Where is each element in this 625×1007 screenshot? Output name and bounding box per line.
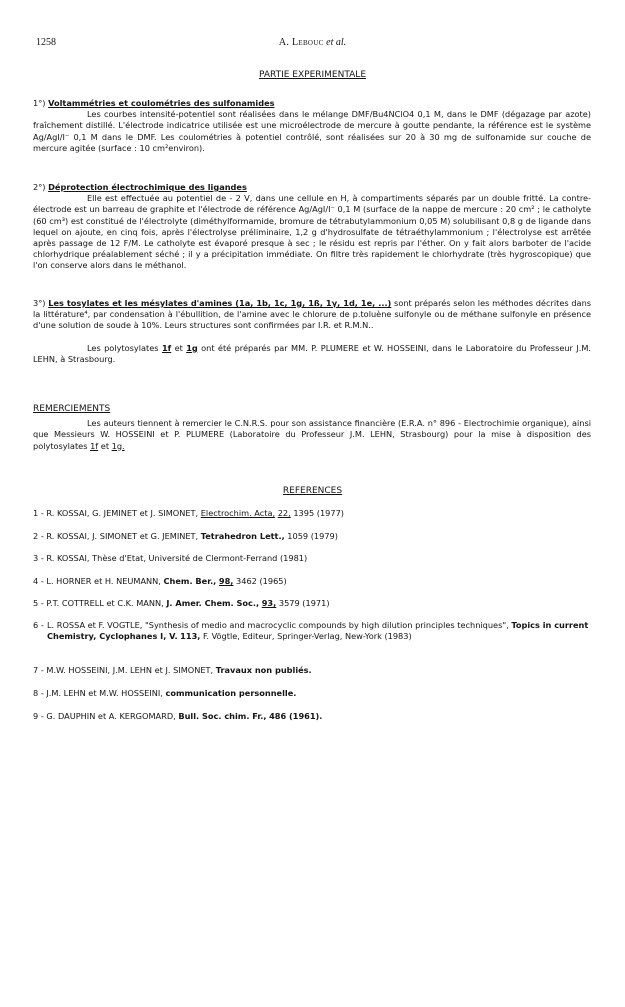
reference-item: 2 - R. KOSSAI, J. SIMONET et G. JEMINET, Tetrahedron Lett., 1059 (1979) xyxy=(33,531,338,541)
reference-journal: Travaux non publiés. xyxy=(215,665,312,675)
section-3-number: 3°) xyxy=(33,298,46,308)
section-3-para2 xyxy=(33,343,591,365)
reference-journal: J. Amer. Chem. Soc., xyxy=(166,598,260,608)
compound-1f: 1f xyxy=(161,342,172,353)
reference-authors: L. ROSSA et F. VOGTLE, "Synthesis of medio and macrocyclic compounds by high dilution principles techniques", xyxy=(47,620,509,630)
reference-authors: G. DAUPHIN et A. KERGOMARD, xyxy=(46,711,176,721)
section-3-para2-b: ont été préparés par MM. P. PLUMERE et W. HOSSEINI, dans le Laboratoire du Professeur J.M. LEHN, à Strasbourg. xyxy=(33,342,591,364)
reference-number: 2 xyxy=(33,531,39,541)
acknowledgements-text: Les auteurs tiennent à remercier le C.N.R.S. pour son assistance financière (E.R.A. n° 896 - Electrochimie organique), ainsi que Messieurs W. HOSSEINI et P. PLUMERE (Laboratoire du Professeur J.M. LEHN, Strasbourg) pour la mise à disposition des polytosylates xyxy=(33,418,591,451)
acknowledgements xyxy=(33,404,591,452)
partie-title: PARTIE EXPERIMENTALE xyxy=(258,70,367,80)
ack-compound-1g: 1g. xyxy=(111,440,125,451)
reference-item: 6 - L. ROSSA et F. VOGTLE, "Synthesis of medio and macrocyclic compounds by high dilution principles techniques", Topics in current Chemistry, Cyclophanes I, V. 113, F. Vögtle, Editeur, Springer-Verlag, New-York (1983) xyxy=(33,620,589,642)
section-1 xyxy=(33,98,591,154)
reference-number: 3 xyxy=(33,553,39,563)
reference-item: 8 - J.M. LEHN et M.W. HOSSEINI, communication personnelle. xyxy=(33,688,297,698)
section-3-title: Les tosylates et les mésylates d'amines (1a, 1b, 1c, 1g, 1ß, 1γ, 1d, 1e, ...) xyxy=(48,298,392,308)
reference-journal: Tetrahedron Lett., xyxy=(200,531,285,541)
acknowledgements-title: REMERCIEMENTS xyxy=(33,404,111,414)
reference-item: 5 - P.T. COTTRELL et C.K. MANN, J. Amer. Chem. Soc., 93, 3579 (1971) xyxy=(33,598,330,608)
section-2-number: 2°) xyxy=(33,182,46,192)
section-3-para2-mid: et xyxy=(174,342,183,353)
reference-number: 5 xyxy=(33,598,39,608)
reference-volume: 113, xyxy=(180,631,201,642)
reference-item: 4 - L. HORNER et H. NEUMANN, Chem. Ber., 98, 3462 (1965) xyxy=(33,576,287,586)
reference-volume: 22, xyxy=(277,508,291,518)
acknowledgements-body xyxy=(33,418,591,452)
running-head xyxy=(36,37,589,48)
reference-journal: Bull. Soc. chim. Fr., xyxy=(178,711,267,721)
page-number: 1258 xyxy=(36,37,56,48)
reference-number: 1 xyxy=(33,508,39,518)
reference-item: 1 - R. KOSSAI, G. JEMINET et J. SIMONET, Electrochim. Acta, 22, 1395 (1977) xyxy=(33,508,344,518)
reference-journal: Topics in current Chemistry, Cyclophanes I, V. xyxy=(47,620,589,642)
reference-pages: 1395 (1977) xyxy=(293,508,344,518)
section-1-title: Voltammétries et coulométries des sulfonamides xyxy=(48,98,275,108)
section-1-body: Les courbes intensité-potentiel sont réalisées dans le mélange DMF/Bu4NClO4 0,1 M, dans le DMF (dégazage par azote) fraîchement distillé. L'électrode indicatrice utilisée est une microélectrode de mercure à goutte pendante, la référence est le système Ag/AgI/I⁻ 0,1 M dans le DMF. Les coulométries à potentiel contrôlé, sont réalisées sur 20 à 30 mg de sulfonamide sur couche de mercure agitée (surface : 10 cm²environ). xyxy=(33,109,591,153)
running-etal: et al. xyxy=(326,37,347,48)
section-3-body: sont préparés selon les méthodes décrites dans la littérature⁴, par condensation à l'ébullition, de l'amine avec le chlorure de p.toluène sulfonyle ou de méthane sulfonyle en présence d'une solution de soude à 10%. Leurs structures sont confirmées par I.R. et R.M.N.. xyxy=(33,298,592,331)
section-2 xyxy=(33,182,591,272)
reference-number: 4 xyxy=(33,576,39,586)
reference-pages: F. Vögtle, Editeur, Springer-Verlag, New-York (1983) xyxy=(202,631,412,642)
reference-number: 9 xyxy=(33,711,39,721)
reference-journal: communication personnelle. xyxy=(165,688,297,698)
reference-authors: P.T. COTTRELL et C.K. MANN, xyxy=(46,598,164,608)
reference-item: 3 - R. KOSSAI, Thèse d'Etat, Université de Clermont-Ferrand (1981) xyxy=(33,553,308,563)
reference-number: 7 xyxy=(33,665,39,675)
reference-pages: 3579 (1971) xyxy=(278,598,330,608)
references-title: REFERENCES xyxy=(282,486,343,496)
reference-pages: 3462 (1965) xyxy=(236,576,287,586)
reference-volume: 93, xyxy=(261,598,277,608)
ack-compound-1f: 1f xyxy=(90,440,99,451)
reference-item: 9 - G. DAUPHIN et A. KERGOMARD, Bull. Soc. chim. Fr., 486 (1961). xyxy=(33,711,323,721)
running-author: A. Lebouc xyxy=(278,37,324,48)
reference-authors: R. KOSSAI, G. JEMINET et J. SIMONET, xyxy=(46,508,199,518)
compound-1g: 1g xyxy=(186,342,198,353)
reference-journal: Thèse d'Etat, xyxy=(92,553,146,563)
page-header xyxy=(36,37,589,51)
reference-authors: R. KOSSAI, J. SIMONET et G. JEMINET, xyxy=(46,531,199,541)
reference-pages: 1059 (1979) xyxy=(287,531,338,541)
reference-authors: J.M. LEHN et M.W. HOSSEINI, xyxy=(46,688,163,698)
section-1-number: 1°) xyxy=(33,98,46,108)
section-3 xyxy=(33,298,591,365)
section-2-body: Elle est effectuée au potentiel de - 2 V, dans une cellule en H, à compartiments séparés par un double fritté. La contre-électrode est un barreau de graphite et l'électrode de référence Ag/AgI/I⁻ 0,1 M (surface de la nappe de mercure : 20 cm² ; le catholyte (60 cm³) est constitué de l'électrolyte (diméthylformamide, bromure de tétrabutylammonium 0,05 M) solubilisant 0,8 g de ligande dans lequel on ajoute, en cinq fois, après l'électrolyse préliminaire, 1,2 g d'hydrosulfate de tétraéthylammonium ; l'électrolyse est arrêtée après passage de 12 F/M. Le catholyte est évaporé presque à sec ; le résidu est repris par l'éther. On y fait alors barboter de l'acide chlorhydrique préalablement séché ; il y a précipitation immédiate. On filtre très rapidement le chlorhydrate (très hygroscopique) que l'on conserve alors dans le méthanol. xyxy=(33,193,591,271)
reference-journal: Electrochim. Acta, xyxy=(200,508,276,518)
reference-authors: L. HORNER et H. NEUMANN, xyxy=(46,576,161,586)
section-3-para2-a: Les polytosylates xyxy=(87,342,159,353)
reference-pages: Université de Clermont-Ferrand (1981) xyxy=(148,553,308,563)
reference-authors: R. KOSSAI, xyxy=(46,553,90,563)
ack-mid: et xyxy=(100,440,110,451)
reference-authors: M.W. HOSSEINI, J.M. LEHN et J. SIMONET, xyxy=(46,665,214,675)
reference-pages: 486 (1961). xyxy=(269,711,323,721)
reference-item: 7 - M.W. HOSSEINI, J.M. LEHN et J. SIMONET, Travaux non publiés. xyxy=(33,665,312,675)
section-2-title: Déprotection électrochimique des ligandes xyxy=(48,182,247,192)
reference-journal: Chem. Ber., xyxy=(163,576,217,586)
reference-volume: 98, xyxy=(218,576,234,586)
reference-number: 6 xyxy=(33,620,39,630)
reference-number: 8 xyxy=(33,688,39,698)
